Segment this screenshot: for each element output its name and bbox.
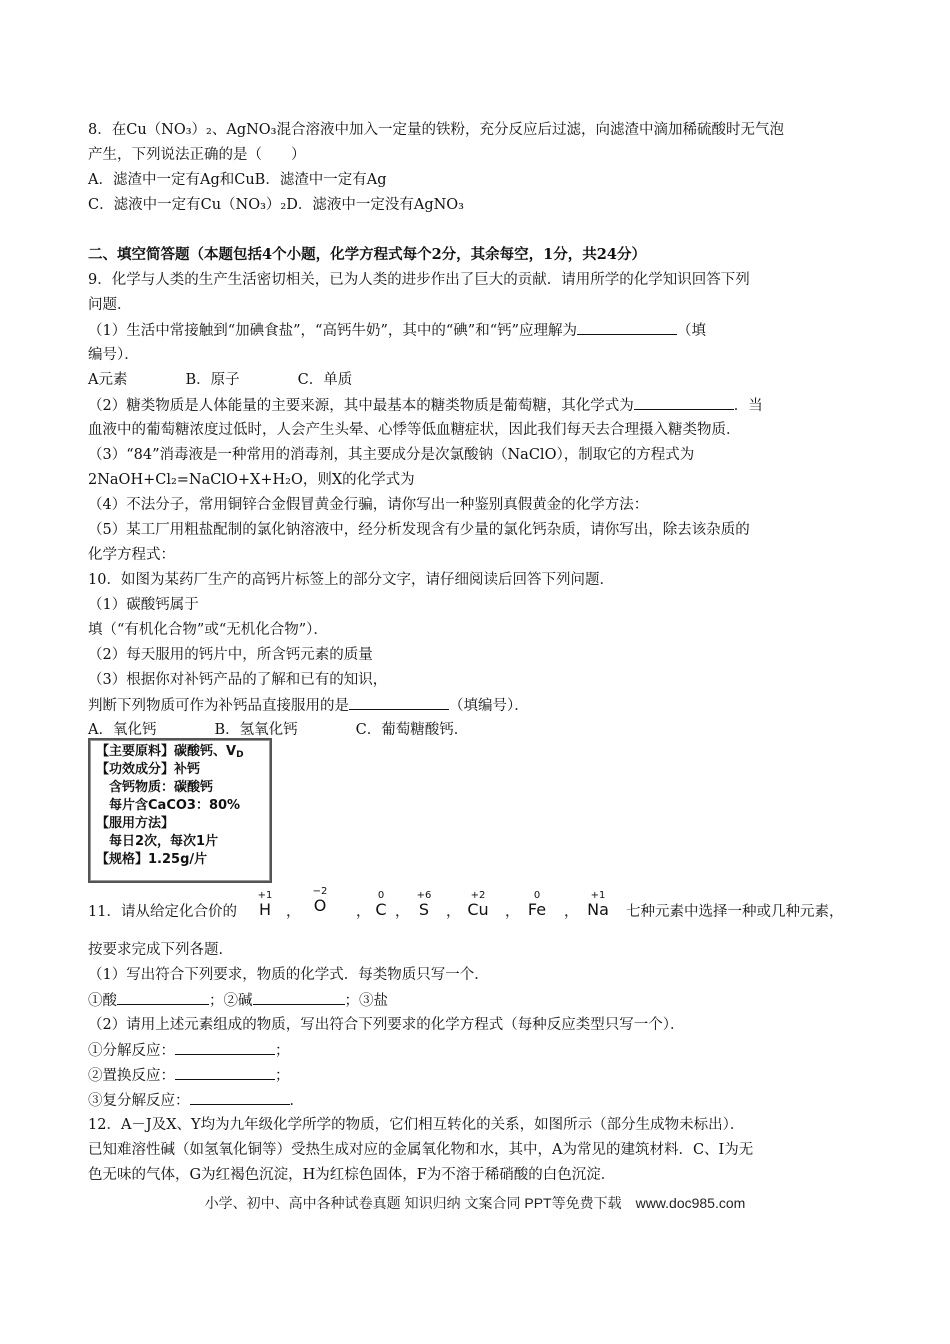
- label-line-calcium-substance: 含钙物质：碳酸钙: [96, 780, 214, 795]
- q11-part1: （1）写出符合下列要求，物质的化学式．每类物质只写一个．: [88, 967, 489, 983]
- q9-part1-text: （1）生活中常接触到“加碘食盐”，“高钙牛奶”，其中的“碘”和“钙”应理解为: [88, 323, 578, 339]
- answer-blank[interactable]: [175, 1040, 275, 1055]
- q12-line1: 12．A－J及X、Y均为九年级化学所学的物质，它们相互转化的关系，如图所示（部分生成物未标出）．: [88, 1117, 745, 1133]
- answer-blank[interactable]: [253, 990, 345, 1005]
- acid-label: ①酸: [88, 993, 117, 1009]
- q11-stem-line1: 11．请从给定化合价的: [88, 904, 237, 920]
- q9-part1-line1: [88, 320, 706, 341]
- reaction-label: ②置换反应：: [88, 1068, 175, 1084]
- separator: ，: [564, 904, 579, 920]
- q8-options-cd: C．滤液中一定有Cu（NO₃）₂D．滤液中一定没有AgNO₃: [88, 197, 464, 213]
- q8-stem-line1: 8．在Cu（NO₃）₂、AgNO₃混合溶液中加入一定量的铁粉，充分反应后过滤，向滤渣中滴加稀硫酸时无气泡: [88, 122, 784, 138]
- q11-stem-line2: 按要求完成下列各题．: [88, 942, 233, 958]
- q8-options-ab: A．滤渣中一定有Ag和CuB．滤渣中一定有Ag: [88, 172, 387, 188]
- q9-part5-line1: （5）某工厂用粗盐配制的氯化钠溶液中，经分析发现含有少量的氯化钙杂质，请你写出，除去该杂质的: [88, 522, 750, 538]
- q11-part2: （2）请用上述元素组成的物质，写出符合下列要求的化学方程式（每种反应类型只写一个）．: [88, 1017, 685, 1033]
- label-line-content: 每片含CaCO3：80%: [96, 798, 241, 813]
- separator: ，: [446, 904, 461, 920]
- base-label: ；②碱: [209, 993, 253, 1009]
- q9-part2-end: ．当: [733, 398, 763, 414]
- q9-part2-line2: 血液中的葡萄糖浓度过低时，人会产生头晕、心悸等低血糖症状，因此我们每天去合理摄入糖类物质．: [88, 422, 741, 438]
- valence-element-fe: 0 Fe: [527, 890, 547, 919]
- q10-part3-line2: [88, 695, 529, 716]
- reaction-label: ③复分解反应：: [88, 1093, 190, 1109]
- separator: ，: [395, 904, 410, 920]
- separator: ，: [356, 904, 371, 920]
- q9-part3-line1: （3）“84”消毒液是一种常用的消毒剂，其主要成分是次氯酸钠（NaClO），制取它的方程式为: [88, 447, 695, 463]
- q10-part3-text: 判断下列物质可作为补钙品直接服用的是: [88, 698, 349, 714]
- answer-blank[interactable]: [190, 1090, 290, 1105]
- q10-part3-end: （填编号）．: [449, 698, 529, 714]
- q12-line3: 色无味的气体，G为红褐色沉淀，H为红棕色固体，F为不溶于稀硝酸的白色沉淀．: [88, 1167, 616, 1183]
- answer-blank[interactable]: [349, 695, 449, 710]
- label-line-usage: 每日2次，每次1片: [96, 834, 219, 849]
- punct: ；: [275, 1043, 290, 1059]
- salt-label: ；③盐: [344, 993, 388, 1009]
- q12-line2: 已知难溶性碱（如氢氧化铜等）受热生成对应的金属氧化物和水，其中，A为常见的建筑材料．C、I为无: [88, 1142, 754, 1158]
- q9-part2-line1: [88, 395, 763, 416]
- valence-element-h: +1 H: [257, 890, 273, 919]
- label-line-ingredients: 【主要原料】碳酸钙、$V_D$: [96, 744, 244, 760]
- valence-element-na: +1 Na: [587, 890, 609, 919]
- q11-reaction-double-decomposition: [88, 1090, 304, 1111]
- section-heading: 二、填空简答题（本题包括4个小题，化学方程式每个2分，其余每空，1分，共24分）: [88, 246, 646, 263]
- valence-element-cu: +2 Cu: [467, 890, 489, 919]
- q9-part4: （4）不法分子，常用铜锌合金假冒黄金行骗，请你写出一种鉴别真假黄金的化学方法：: [88, 497, 649, 513]
- q10-part3-line1: （3）根据你对补钙产品的了解和已有的知识，: [88, 672, 388, 688]
- label-line-spec: 【规格】1.25g/片: [96, 852, 208, 867]
- answer-blank[interactable]: [577, 320, 677, 335]
- q9-part1-end: （填: [677, 323, 707, 339]
- q9-stem-line2: 问题．: [88, 297, 132, 313]
- q10-part1-line1: （1）碳酸钙属于: [88, 597, 199, 613]
- q9-stem-line1: 9．化学与人类的生产生活密切相关，已为人类的进步作出了巨大的贡献．请用所学的化学知识回答下列: [88, 272, 750, 288]
- q8-stem-line2: 产生，下列说法正确的是（ ）: [88, 147, 306, 163]
- calcium-tablet-label: [88, 738, 272, 883]
- reaction-label: ①分解反应：: [88, 1043, 175, 1059]
- label-line-effect: 【功效成分】补钙: [96, 762, 201, 777]
- q9-part2-text: （2）糖类物质是人体能量的主要来源，其中最基本的糖类物质是葡萄糖，其化学式为: [88, 398, 634, 414]
- valence-element-s: +6 S: [416, 890, 432, 919]
- q11-part1-answers: [88, 990, 388, 1011]
- separator: ，: [286, 904, 301, 920]
- answer-blank[interactable]: [634, 395, 734, 410]
- valence-element-c: 0 C: [375, 890, 387, 919]
- punct: ；: [275, 1068, 290, 1084]
- q11-reaction-displacement: [88, 1065, 290, 1086]
- page-footer: 小学、初中、高中各种试卷真题 知识归纳 文案合同 PPT等免费下载 www.doc985.com: [204, 1195, 746, 1211]
- separator: ，: [505, 904, 520, 920]
- valence-element-o: −2 O: [312, 886, 328, 915]
- q9-part5-line2: 化学方程式：: [88, 547, 175, 563]
- q11-stem-line1-end: 七种元素中选择一种或几种元素，: [626, 904, 844, 920]
- answer-blank[interactable]: [117, 990, 209, 1005]
- punct: ．: [289, 1093, 304, 1109]
- q10-part1-line2: 填（“有机化合物”或“无机化合物”）．: [88, 622, 328, 638]
- q10-options: A．氧化钙 B．氢氧化钙 C．葡萄糖酸钙．: [88, 722, 469, 738]
- q9-part1-line2: 编号）．: [88, 347, 139, 363]
- label-line-usage-heading: 【服用方法】: [96, 816, 175, 831]
- q10-stem: 10．如图为某药厂生产的高钙片标签上的部分文字，请仔细阅读后回答下列问题．: [88, 572, 614, 588]
- q9-part3-line2: 2NaOH+Cl₂=NaClO+X+H₂O，则X的化学式为: [88, 472, 415, 488]
- answer-blank[interactable]: [175, 1065, 275, 1080]
- q10-part2: （2）每天服用的钙片中，所含钙元素的质量: [88, 647, 373, 663]
- q9-part1-options: A元素 B．原子 C．单质: [88, 372, 353, 388]
- q11-reaction-decomposition: [88, 1040, 290, 1061]
